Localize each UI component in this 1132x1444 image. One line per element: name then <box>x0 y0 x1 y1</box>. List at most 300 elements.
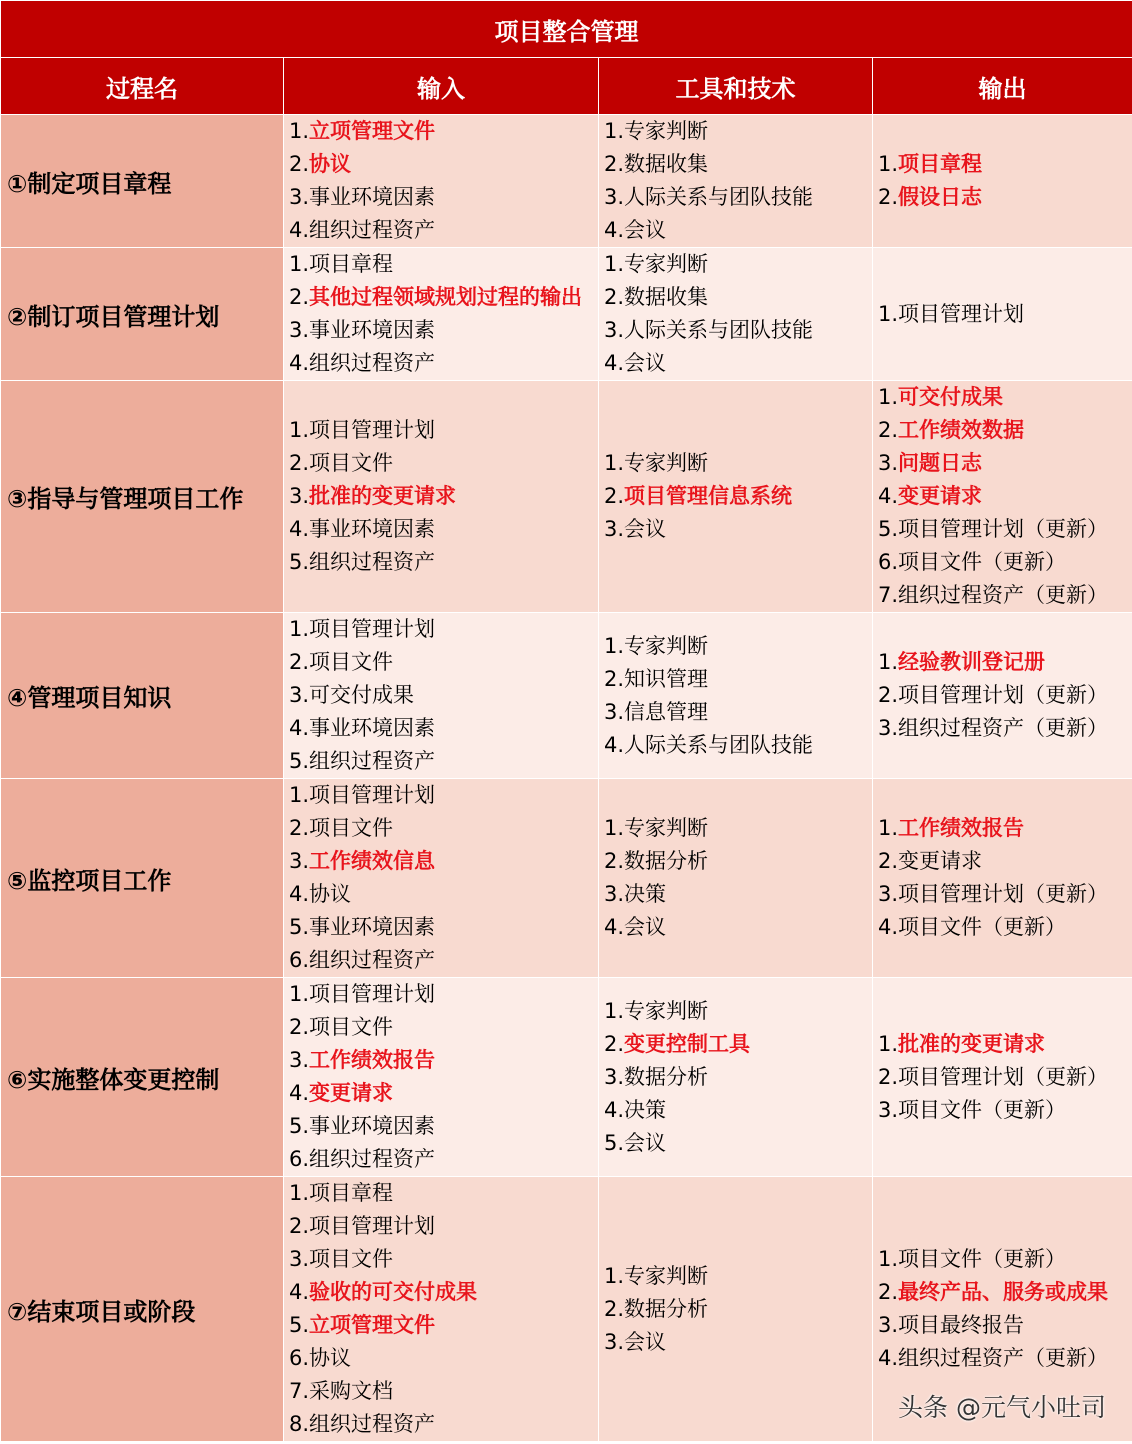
input-item <box>289 248 598 281</box>
input-item <box>289 944 598 977</box>
inputs-cell <box>284 978 599 1177</box>
input-item <box>289 115 598 148</box>
inputs-cell <box>284 779 599 978</box>
item-text: 项目管理计划 <box>898 301 1025 326</box>
tool-item <box>604 1028 872 1061</box>
item-number: 5. <box>878 517 899 541</box>
item-text: 人际关系与团队技能 <box>624 318 814 342</box>
tool-item <box>604 729 872 762</box>
item-number: 2. <box>604 152 625 176</box>
tool-item <box>604 513 872 546</box>
item-text: 协议 <box>309 882 352 906</box>
input-item <box>289 1044 598 1077</box>
item-number: 1. <box>878 301 899 326</box>
output-item <box>878 1028 1132 1061</box>
table-row <box>1 613 1132 779</box>
output-item <box>878 1309 1132 1342</box>
output-item <box>878 546 1132 579</box>
item-number: 4. <box>878 1346 899 1370</box>
item-text: 组织过程资产 <box>309 749 436 773</box>
item-text: 会议 <box>624 1329 667 1354</box>
item-number: 5. <box>289 1313 310 1337</box>
item-number: 3. <box>289 683 310 707</box>
process-name-cell: ②制订项目管理计划 <box>1 248 284 381</box>
item-number: 3. <box>604 318 625 342</box>
item-text-highlighted: 验收的可交付成果 <box>309 1280 478 1304</box>
item-number: 4. <box>289 351 310 375</box>
tools-cell <box>599 613 873 779</box>
item-number: 4. <box>289 517 310 541</box>
inputs-cell <box>284 115 599 248</box>
output-item <box>878 579 1132 612</box>
input-item <box>289 414 598 447</box>
item-text-highlighted: 批准的变更请求 <box>309 484 457 508</box>
item-number: 3. <box>289 185 310 209</box>
process-name-cell: ③指导与管理项目工作 <box>1 381 284 613</box>
output-item <box>878 845 1132 878</box>
item-text: 人际关系与团队技能 <box>624 732 814 757</box>
item-number: 4. <box>289 716 310 740</box>
item-text: 专家判断 <box>624 252 709 276</box>
input-item <box>289 1011 598 1044</box>
item-text: 信息管理 <box>624 699 709 724</box>
output-item <box>878 480 1132 513</box>
item-number: 1. <box>878 1031 899 1056</box>
tool-item <box>604 1260 872 1293</box>
item-text: 专家判断 <box>624 119 709 143</box>
outputs-cell <box>873 115 1132 248</box>
item-text: 专家判断 <box>624 998 709 1023</box>
item-number: 2. <box>878 1064 899 1089</box>
input-item <box>289 978 598 1011</box>
item-number: 1. <box>604 252 625 276</box>
header-inputs: 输入 <box>284 58 599 115</box>
input-item <box>289 148 598 181</box>
item-number: 3. <box>878 882 899 906</box>
item-text: 项目管理计划 <box>309 783 436 807</box>
item-number: 3. <box>289 1048 310 1072</box>
item-number: 3. <box>604 517 625 541</box>
item-text-highlighted: 批准的变更请求 <box>898 1031 1046 1056</box>
item-text: 事业环境因素 <box>309 185 436 209</box>
item-text: 会议 <box>624 1130 667 1155</box>
item-number: 1. <box>878 1247 899 1271</box>
item-number: 2. <box>878 849 899 873</box>
item-number: 3. <box>878 1097 899 1122</box>
tool-item <box>604 878 872 911</box>
item-text-highlighted: 项目管理信息系统 <box>624 484 793 508</box>
tool-item <box>604 1326 872 1359</box>
item-number: 3. <box>289 484 310 508</box>
item-text: 数据分析 <box>624 849 709 873</box>
item-number: 4. <box>289 1280 310 1304</box>
item-number: 3. <box>604 1064 625 1089</box>
item-number: 2. <box>289 1015 310 1039</box>
item-text: 项目管理计划（更新） <box>898 517 1109 541</box>
input-item <box>289 1110 598 1143</box>
input-item <box>289 1177 598 1210</box>
output-item <box>878 812 1132 845</box>
item-number: 5. <box>289 749 310 773</box>
item-number: 1. <box>289 119 310 143</box>
item-number: 4. <box>604 1097 625 1122</box>
item-text: 可交付成果 <box>309 683 415 707</box>
item-number: 1. <box>604 633 625 658</box>
tool-item <box>604 1127 872 1160</box>
output-item <box>878 911 1132 944</box>
item-text: 会议 <box>624 517 667 541</box>
item-text: 采购文档 <box>309 1379 394 1403</box>
input-item <box>289 646 598 679</box>
item-number: 6. <box>878 550 899 574</box>
item-text-highlighted: 变更请求 <box>898 484 983 508</box>
item-number: 5. <box>289 1114 310 1138</box>
item-text-highlighted: 问题日志 <box>898 451 983 475</box>
inputs-cell <box>284 248 599 381</box>
output-item <box>878 1061 1132 1094</box>
input-item <box>289 480 598 513</box>
item-text: 项目文件（更新） <box>898 550 1067 574</box>
item-text: 组织过程资产 <box>309 351 436 375</box>
tool-item <box>604 115 872 148</box>
output-item <box>878 1094 1132 1127</box>
input-item <box>289 812 598 845</box>
process-name-cell: ⑤监控项目工作 <box>1 779 284 978</box>
item-text: 项目文件（更新） <box>898 1247 1067 1271</box>
outputs-cell <box>873 978 1132 1177</box>
input-item <box>289 513 598 546</box>
item-text: 数据分析 <box>624 1296 709 1321</box>
table-title: 项目整合管理 <box>1 1 1132 58</box>
input-item <box>289 745 598 778</box>
item-text: 会议 <box>624 915 667 939</box>
inputs-cell <box>284 613 599 779</box>
item-text: 专家判断 <box>624 633 709 658</box>
tool-item <box>604 911 872 944</box>
input-item <box>289 447 598 480</box>
item-text-highlighted: 立项管理文件 <box>309 119 436 143</box>
input-item <box>289 779 598 812</box>
item-text-highlighted: 变更请求 <box>309 1081 394 1105</box>
item-number: 6. <box>289 1147 310 1171</box>
item-text-highlighted: 协议 <box>309 152 352 176</box>
item-number: 2. <box>878 1280 899 1304</box>
item-number: 2. <box>604 666 625 691</box>
process-name-cell: ⑥实施整体变更控制 <box>1 978 284 1177</box>
item-number: 3. <box>289 1247 310 1271</box>
input-item <box>289 878 598 911</box>
item-text: 事业环境因素 <box>309 517 436 541</box>
input-item <box>289 712 598 745</box>
item-text-highlighted: 工作绩效信息 <box>309 849 436 873</box>
output-item <box>878 298 1132 331</box>
item-number: 4. <box>878 484 899 508</box>
item-number: 6. <box>289 1346 310 1370</box>
tool-item <box>604 663 872 696</box>
item-number: 1. <box>604 816 625 840</box>
item-text: 会议 <box>624 218 667 242</box>
output-item <box>878 381 1132 414</box>
tool-item <box>604 995 872 1028</box>
output-item <box>878 1342 1132 1375</box>
output-item <box>878 646 1132 679</box>
item-text-highlighted: 项目章程 <box>898 152 983 176</box>
item-number: 3. <box>604 185 625 209</box>
item-text: 数据收集 <box>624 285 709 309</box>
item-text: 项目管理计划（更新） <box>898 1064 1109 1089</box>
tool-item <box>604 1094 872 1127</box>
input-item <box>289 1077 598 1110</box>
input-item <box>289 1276 598 1309</box>
tool-item <box>604 480 872 513</box>
output-item <box>878 1276 1132 1309</box>
item-number: 4. <box>289 882 310 906</box>
item-number: 3. <box>289 318 310 342</box>
tool-item <box>604 845 872 878</box>
item-number: 3. <box>604 699 625 724</box>
tool-item <box>604 1061 872 1094</box>
inputs-cell <box>284 1177 599 1442</box>
header-tools: 工具和技术 <box>599 58 873 115</box>
item-text: 事业环境因素 <box>309 318 436 342</box>
item-number: 2. <box>604 1296 625 1321</box>
item-number: 2. <box>878 418 899 442</box>
item-number: 4. <box>604 351 625 375</box>
item-text: 项目文件 <box>309 1015 394 1039</box>
item-number: 1. <box>878 816 899 840</box>
output-item <box>878 712 1132 745</box>
item-text-highlighted: 可交付成果 <box>898 385 1004 409</box>
input-item <box>289 181 598 214</box>
item-text-highlighted: 最终产品、服务或成果 <box>898 1280 1109 1304</box>
output-item <box>878 447 1132 480</box>
item-text-highlighted: 其他过程领域规划过程的输出 <box>309 285 583 309</box>
input-item <box>289 546 598 579</box>
item-number: 1. <box>289 418 310 442</box>
item-text: 项目管理计划 <box>309 1214 436 1238</box>
input-item <box>289 1342 598 1375</box>
item-number: 1. <box>878 385 899 409</box>
item-number: 2. <box>604 1031 625 1056</box>
input-item <box>289 214 598 247</box>
item-number: 2. <box>289 152 310 176</box>
item-number: 1. <box>878 650 899 674</box>
input-item <box>289 1143 598 1176</box>
item-number: 1. <box>289 783 310 807</box>
item-number: 3. <box>878 1313 899 1337</box>
process-name-cell: ⑦结束项目或阶段 <box>1 1177 284 1442</box>
item-number: 6. <box>289 948 310 972</box>
item-text: 项目管理计划 <box>309 617 436 641</box>
item-number: 1. <box>289 982 310 1006</box>
item-text: 决策 <box>624 882 667 906</box>
item-text: 决策 <box>624 1097 667 1122</box>
item-text: 组织过程资产（更新） <box>898 716 1109 740</box>
tool-item <box>604 181 872 214</box>
item-text-highlighted: 工作绩效报告 <box>898 816 1025 840</box>
input-item <box>289 281 598 314</box>
watermark: 头条 @元气小吐司 <box>898 1393 1106 1422</box>
item-text-highlighted: 经验教训登记册 <box>898 650 1046 674</box>
item-number: 5. <box>289 550 310 574</box>
item-text: 组织过程资产 <box>309 1147 436 1171</box>
input-item <box>289 911 598 944</box>
output-item <box>878 513 1132 546</box>
item-text: 事业环境因素 <box>309 1114 436 1138</box>
item-number: 4. <box>604 732 625 757</box>
item-number: 7. <box>878 583 899 607</box>
item-number: 2. <box>289 285 310 309</box>
item-text: 项目文件 <box>309 451 394 475</box>
item-number: 2. <box>604 849 625 873</box>
item-number: 3. <box>289 849 310 873</box>
input-item <box>289 347 598 380</box>
table-row <box>1 248 1132 381</box>
item-number: 2. <box>604 484 625 508</box>
tool-item <box>604 812 872 845</box>
item-text-highlighted: 工作绩效数据 <box>898 418 1025 442</box>
item-text: 人际关系与团队技能 <box>624 185 814 209</box>
item-text: 项目章程 <box>309 1181 394 1205</box>
item-text-highlighted: 假设日志 <box>898 185 983 209</box>
item-text-highlighted: 工作绩效报告 <box>309 1048 436 1072</box>
item-text: 项目章程 <box>309 252 394 276</box>
item-number: 3. <box>878 716 899 740</box>
item-number: 4. <box>604 915 625 939</box>
item-text: 专家判断 <box>624 451 709 475</box>
item-number: 2. <box>878 683 899 707</box>
item-number: 1. <box>289 1181 310 1205</box>
output-item <box>878 1243 1132 1276</box>
item-text: 项目文件 <box>309 650 394 674</box>
input-item <box>289 1243 598 1276</box>
item-text-highlighted: 变更控制工具 <box>624 1031 751 1056</box>
item-text: 组织过程资产 <box>309 550 436 574</box>
table-row <box>1 115 1132 248</box>
item-number: 2. <box>289 451 310 475</box>
item-text: 组织过程资产 <box>309 1412 436 1436</box>
outputs-cell <box>873 248 1132 381</box>
item-number: 1. <box>289 252 310 276</box>
item-number: 1. <box>604 1263 625 1288</box>
item-text: 数据收集 <box>624 152 709 176</box>
item-text: 项目文件（更新） <box>898 1097 1067 1122</box>
item-text: 事业环境因素 <box>309 915 436 939</box>
input-item <box>289 679 598 712</box>
item-number: 4. <box>604 218 625 242</box>
tools-cell <box>599 1177 873 1442</box>
process-name-cell: ④管理项目知识 <box>1 613 284 779</box>
item-number: 3. <box>878 451 899 475</box>
output-item <box>878 414 1132 447</box>
item-text: 专家判断 <box>624 816 709 840</box>
item-number: 4. <box>289 218 310 242</box>
item-number: 8. <box>289 1412 310 1436</box>
item-text: 专家判断 <box>624 1263 709 1288</box>
item-text: 项目管理计划 <box>309 982 436 1006</box>
tools-cell <box>599 779 873 978</box>
item-text: 组织过程资产（更新） <box>898 583 1109 607</box>
item-text: 项目最终报告 <box>898 1313 1025 1337</box>
item-text: 项目文件（更新） <box>898 915 1067 939</box>
input-item <box>289 1375 598 1408</box>
output-item <box>878 878 1132 911</box>
item-number: 4. <box>289 1081 310 1105</box>
tool-item <box>604 630 872 663</box>
table-row <box>1 779 1132 978</box>
item-number: 1. <box>604 451 625 475</box>
output-item <box>878 148 1132 181</box>
item-text: 数据分析 <box>624 1064 709 1089</box>
item-text: 组织过程资产 <box>309 948 436 972</box>
input-item <box>289 613 598 646</box>
item-number: 2. <box>289 1214 310 1238</box>
item-number: 5. <box>604 1130 625 1155</box>
table-row <box>1 381 1132 613</box>
tool-item <box>604 347 872 380</box>
output-item <box>878 181 1132 214</box>
item-text: 项目管理计划（更新） <box>898 683 1109 707</box>
item-text: 项目管理计划 <box>309 418 436 442</box>
item-number: 4. <box>878 915 899 939</box>
outputs-cell <box>873 381 1132 613</box>
tool-item <box>604 214 872 247</box>
item-number: 2. <box>878 185 899 209</box>
tools-cell <box>599 381 873 613</box>
input-item <box>289 1210 598 1243</box>
tool-item <box>604 281 872 314</box>
item-text: 协议 <box>309 1346 352 1370</box>
process-name-cell: ①制定项目章程 <box>1 115 284 248</box>
item-number: 7. <box>289 1379 310 1403</box>
item-number: 5. <box>289 915 310 939</box>
item-text: 项目管理计划（更新） <box>898 882 1109 906</box>
tools-cell <box>599 248 873 381</box>
item-number: 1. <box>604 119 625 143</box>
outputs-cell <box>873 779 1132 978</box>
tool-item <box>604 696 872 729</box>
outputs-cell <box>873 613 1132 779</box>
item-text-highlighted: 立项管理文件 <box>309 1313 436 1337</box>
item-number: 2. <box>604 285 625 309</box>
tool-item <box>604 314 872 347</box>
item-number: 3. <box>604 1329 625 1354</box>
header-outputs: 输出 <box>873 58 1132 115</box>
input-item <box>289 845 598 878</box>
tool-item <box>604 248 872 281</box>
tools-cell <box>599 115 873 248</box>
item-text: 变更请求 <box>898 849 983 873</box>
item-number: 1. <box>878 152 899 176</box>
tools-cell <box>599 978 873 1177</box>
item-text: 项目文件 <box>309 1247 394 1271</box>
item-number: 1. <box>289 617 310 641</box>
item-number: 2. <box>289 816 310 840</box>
item-text: 事业环境因素 <box>309 716 436 740</box>
item-text: 组织过程资产 <box>309 218 436 242</box>
item-text: 会议 <box>624 351 667 375</box>
inputs-cell <box>284 381 599 613</box>
table-row <box>1 978 1132 1177</box>
tool-item <box>604 1293 872 1326</box>
item-number: 3. <box>604 882 625 906</box>
item-number: 2. <box>289 650 310 674</box>
tool-item <box>604 148 872 181</box>
input-item <box>289 1309 598 1342</box>
item-number: 1. <box>604 998 625 1023</box>
input-item <box>289 314 598 347</box>
item-text: 项目文件 <box>309 816 394 840</box>
